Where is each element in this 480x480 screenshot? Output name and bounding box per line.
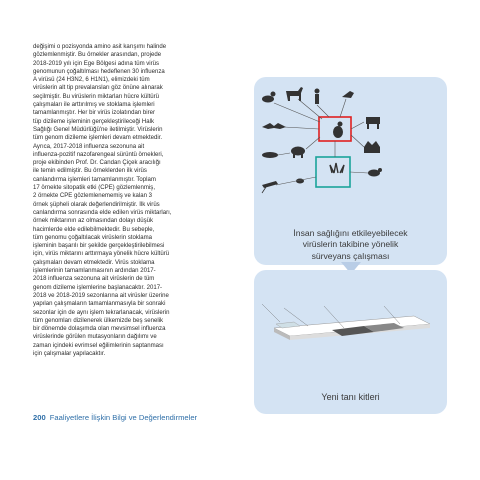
body-text: [33, 43, 238, 358]
body-text-line: tüm genom dizileme işlemleri devam etmektedir.: [33, 135, 163, 142]
surveillance-panel-title: [254, 228, 447, 262]
bat-icon: [262, 123, 286, 129]
duck-icon: [262, 92, 276, 103]
body-text-line: 2018 ve 2018-2019 sezonlarına ait virüsler üzerine: [33, 292, 169, 299]
test-kits-diagram: [254, 270, 447, 390]
body-text-line: 2 örnekte CPE gözlemlenememiş ve kalan 3: [33, 193, 152, 200]
body-text-line: çalışmaları ile arttırılmış ve stoklama işlemleri: [33, 102, 155, 109]
body-text-line: gözlemlenmiştir. Bu örnekler arasından, projede: [33, 52, 162, 59]
body-text-line: işlemlerinin tamamlanmasının ardından 2017-: [33, 268, 156, 275]
surveillance-title-line-1: İnsan sağlığını etkileyebilecek: [293, 228, 408, 238]
body-text-line: genomunun çoğaltılması hedeflenen 30 influenza: [33, 68, 165, 75]
body-text-line: tüm genomu çoğaltılacak virüslerin stoklama: [33, 234, 152, 241]
surveillance-diagram: [254, 77, 447, 227]
cow-icon: [366, 117, 380, 129]
footer-title: Faaliyetlere İlişkin Bilgi ve Değerlendirmeler: [49, 413, 198, 422]
body-text-line: influenza-pozitif nazofarengeal sürüntü örnekleri,: [33, 151, 164, 158]
dog-icon: [368, 168, 382, 177]
plant-icon: [330, 163, 344, 173]
body-text-line: için çalışmalar yapılacaktır.: [33, 350, 106, 357]
body-text-line: 2018 influenza sezonuna ait virüslerin de tüm: [33, 276, 155, 283]
body-text-line: virüslerinde görülen mutasyonların dağılımı ve: [33, 334, 157, 341]
lateral-flow-strip: [274, 316, 430, 340]
body-text-line: A virüsü (24 H3N2, 6 H1N1), elimizdeki tüm: [33, 77, 150, 84]
body-text-line: canlandırma sonrasında elde edilen virüs miktarları,: [33, 209, 172, 216]
body-text-line: yapılan çalışmaların tamamlanmasıyla bir sonraki: [33, 301, 166, 308]
surveillance-title-line-3: sürveyans çalışması: [311, 250, 390, 261]
body-text-line: genom dizileme işlemlerine başlanacaktır. 2017-: [33, 284, 163, 291]
mosquito-icon: [262, 181, 278, 193]
page-number: 200: [33, 413, 46, 422]
body-text-line: sezonlar için de aynı işlem tekrarlanacak, virüslerin: [33, 309, 170, 316]
body-text-line: hacimlerde elde edilebilmektedir. Bu sebeple,: [33, 226, 155, 233]
body-text-line: tüp dizileme işleminin gerçekleştirileceği Halk: [33, 118, 154, 125]
body-text-line: ile temin edilmiştir. Bu örneklerden ilk virüs: [33, 168, 147, 175]
body-text-line: proje ekibinden Prof. Dr. Candan Çiçek aracılığı: [33, 160, 161, 167]
body-text-line: için, virüs miktarını arttırmaya yönelik hücre kültürü: [33, 251, 170, 258]
body-text-line: 2018-2019 yılı için Ege Bölgesi adına tüm virüs: [33, 60, 160, 67]
camel-icon: [364, 141, 380, 153]
body-text-line: tüm genomları dizilenerek ülkemizde beş senelik: [33, 317, 164, 324]
person-icon: [315, 89, 320, 105]
body-text-line: zaman içindeki evrimsel eğilimlerinin saptanması: [33, 342, 164, 349]
chicken-icon: [333, 122, 343, 139]
pig-icon: [291, 147, 305, 159]
seal-icon: [262, 152, 278, 158]
body-text-line: örnek şüpheli olarak değerlendirilmiştir. İlk virüs: [33, 201, 160, 208]
body-text-line: tamamlanmıştır. Her bir virüs izolatından birer: [33, 110, 155, 117]
test-kits-panel-title: Yeni tanı kitleri: [321, 392, 380, 402]
body-text-line: Sağlığı Genel Müdürlüğü'ne iletilmiştir. Virüslerin: [33, 126, 163, 133]
body-text-line: çalışmaları devam etmektedir. Virüs stoklama: [33, 259, 155, 266]
body-text-line: değişimi o pozisyonda amino asit karışımı halinde: [33, 44, 167, 50]
body-text-line: Ayrıca, 2017-2018 influenza sezonuna ait: [33, 143, 145, 150]
body-text-line: örnek miktarının az olmasından dolayı düşük: [33, 218, 153, 225]
body-text-line: seçilmiştir. Bu virüslerin miktarları hücre kültürü: [33, 93, 160, 100]
page-footer: [33, 413, 197, 422]
bird-icon: [342, 91, 354, 98]
body-text-line: işleminin başarılı bir şekilde gerçekleştirilebilmesi: [33, 243, 165, 250]
body-text-line: canlandırma işlemleri tamamlanmıştır. Toplam: [33, 176, 156, 183]
horse-icon: [286, 87, 303, 101]
body-text-line: bir dönemde dolaşımda olan mevsimsel influenza: [33, 326, 166, 333]
body-text-line: virüslerin alt tip prevalansları göz önüne alınarak: [33, 85, 163, 92]
body-text-line: 17 örnekte sitopatik etki (CPE) gözlemlenmiş,: [33, 185, 155, 192]
surveillance-title-line-2: virüslerin takibine yönelik: [302, 239, 399, 250]
